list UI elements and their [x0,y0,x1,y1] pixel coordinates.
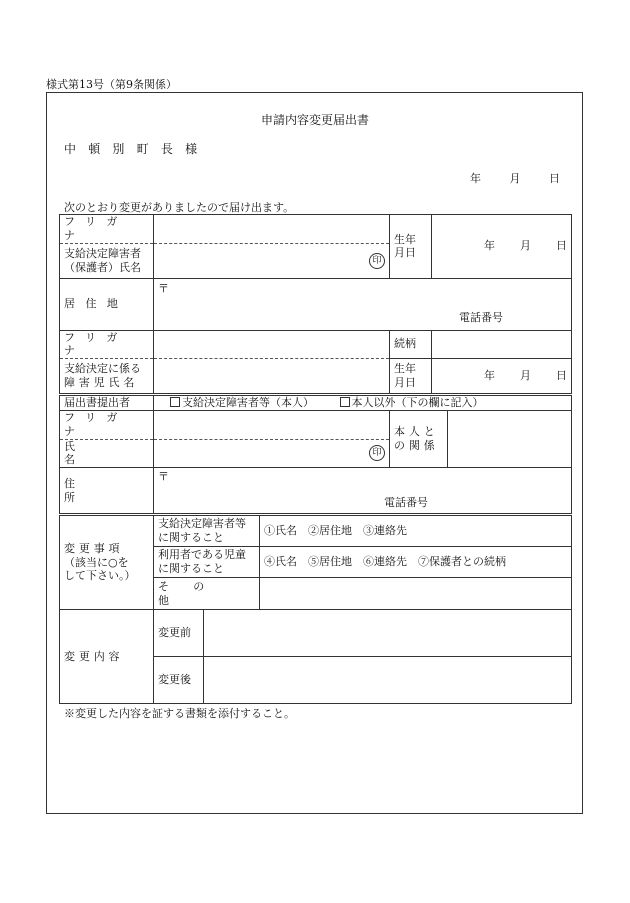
applicant-table [59,214,572,394]
date-year: 年 [470,172,481,185]
address-label: 居住地 [60,278,154,330]
row2-label: 利用者である児童 に関すること [154,547,260,578]
form-title: 申請内容変更届出書 [260,113,369,127]
child-furigana-field[interactable] [154,330,390,359]
birth-label: 生年 月日 [390,215,432,279]
submitter-furigana-label: フリガナ [60,411,154,440]
relation-label: 続柄 [390,330,432,359]
row1-label: 支給決定障害者等 に関すること [154,516,260,547]
relation-field[interactable] [432,330,572,359]
recipient: 中 頓 別 町 長 様 [64,142,202,156]
checkbox-other[interactable] [340,397,350,407]
seal-icon: 印 [369,445,385,461]
change-table [59,515,572,704]
submitter-address-label: 住所 [60,468,154,514]
address-field[interactable] [154,278,572,330]
birth2-value[interactable]: 年 月 日 [432,359,572,394]
submitter-name-label: 氏名 [60,439,154,468]
child-name-field[interactable] [154,359,390,394]
furigana-field[interactable] [154,215,390,244]
row1-options[interactable]: ①氏名 ②居住地 ③連絡先 [260,516,572,547]
postal-mark: 〒 [158,470,169,483]
checkbox-self[interactable] [170,397,180,407]
date-day: 日 [549,172,560,185]
seal-icon: 印 [369,253,385,269]
before-field[interactable] [204,610,572,657]
child-name-label: 支給決定に係る 障害児氏名 [60,359,154,394]
row3-label: その他 [154,578,260,610]
postal-mark: 〒 [158,281,169,295]
birth2-label: 生年 月日 [390,359,432,394]
submitter-address-field[interactable] [154,468,572,514]
option-self[interactable]: 支給決定障害者等（本人） [170,396,314,409]
birth-value[interactable]: 年 月 日 [432,215,572,279]
option-other[interactable]: 本人以外（下の欄に記入） [340,396,484,409]
submitter-furigana-field[interactable] [154,411,390,440]
row3-field[interactable] [260,578,572,610]
change-item-label: 変更事項 （該当に○を して下さい。） [60,516,154,610]
child-furigana-label: フリガナ [60,330,154,359]
furigana-label: フリガナ [60,215,154,244]
row2-options[interactable]: ④氏名 ⑤居住地 ⑥連絡先 ⑦保護者との続柄 [260,547,572,578]
submitter-label: 届出書提出者 [60,396,154,411]
footnote: ※変更した内容を証する書類を添付すること。 [64,707,295,720]
date-month: 月 [509,172,521,185]
after-field[interactable] [204,657,572,704]
date-line [470,170,560,186]
content-label: 変更内容 [60,610,154,704]
phone-label: 電話番号 [384,496,428,509]
relation-to-self-label: 本人と の関係 [390,411,448,468]
submitter-name-field[interactable] [154,439,390,468]
relation-to-self-field[interactable] [448,411,572,468]
applicant-name-label: 支給決定障害者 （保護者）氏名 [60,243,154,278]
intro-text: 次のとおり変更がありましたので届け出ます。 [64,201,295,214]
form-number: 様式第13号（第9条関係） [46,78,177,91]
phone-label: 電話番号 [459,310,503,324]
before-label: 変更前 [154,610,204,657]
applicant-name-field[interactable] [154,243,390,278]
after-label: 変更後 [154,657,204,704]
submitter-table [59,395,572,514]
submitter-options [154,396,572,411]
